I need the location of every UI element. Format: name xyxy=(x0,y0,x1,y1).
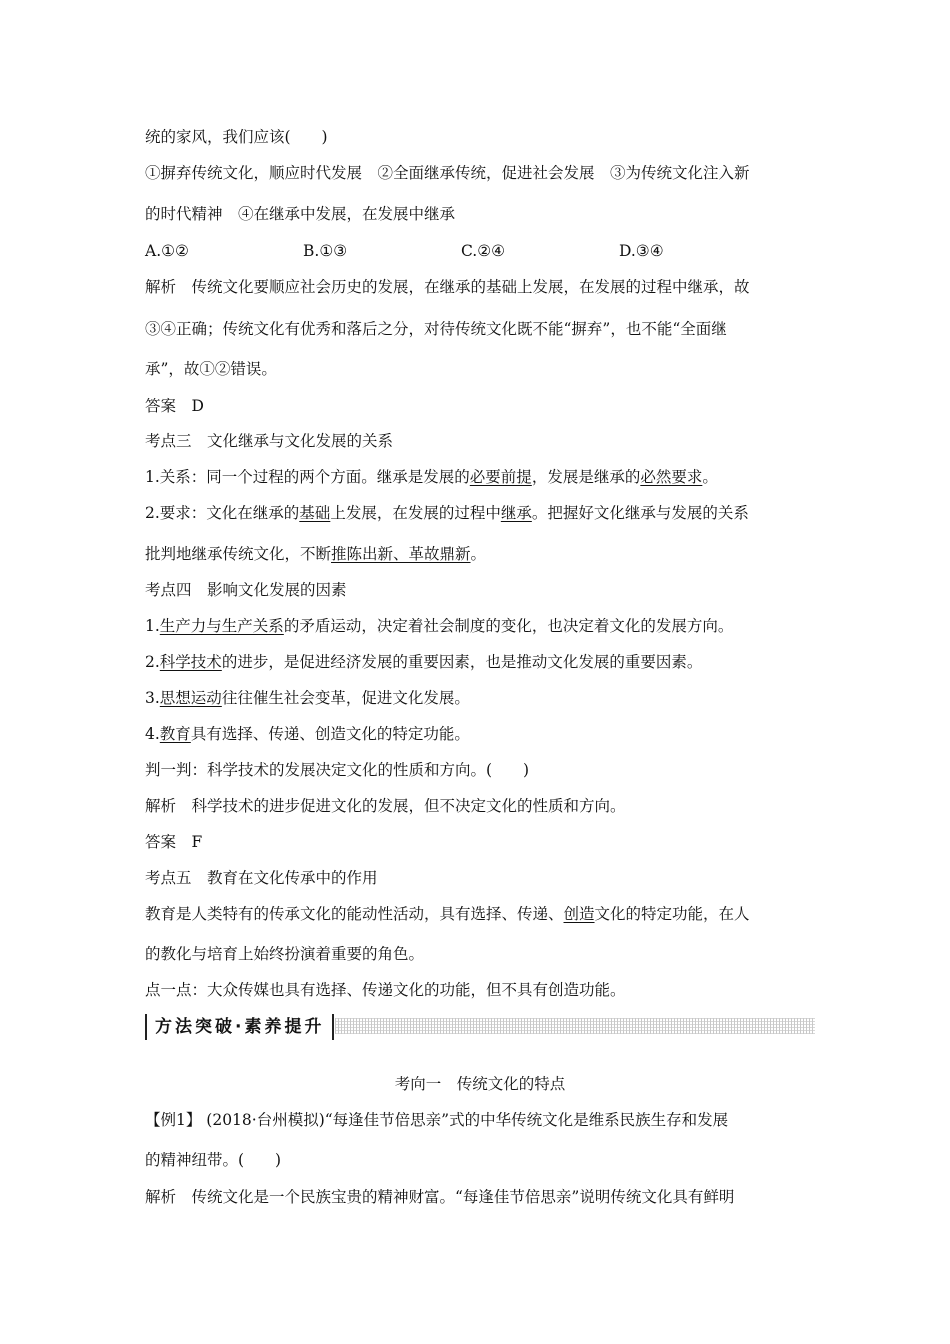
choice-b: B.①③ xyxy=(303,242,348,260)
point-4-item-2 xyxy=(145,651,815,673)
text-segment: 1. xyxy=(145,617,160,635)
underlined-term: 必然要求 xyxy=(640,468,703,486)
analysis-1-line-3: 承”，故①②错误。 xyxy=(145,360,277,378)
point-3-item-1 xyxy=(145,466,815,488)
point-4-heading: 考点四 影响文化发展的因素 xyxy=(145,581,347,599)
text-segment: 2. xyxy=(145,653,160,671)
answer-2: 答案 F xyxy=(145,833,203,851)
point-3-item-2-cont xyxy=(145,543,815,565)
analysis-1-line-1: 解析 传统文化要顺应社会历史的发展，在继承的基础上发展，在发展的过程中继承，故 xyxy=(145,278,750,296)
text-segment: ，发展是继承的 xyxy=(531,468,641,486)
point-5-para-line-2: 的教化与培育上始终扮演着重要的角色。 xyxy=(145,945,425,963)
question-options-line-2: 的时代精神 ④在继承中发展，在发展中继承 xyxy=(145,205,456,223)
text-segment: 上发展，在发展的过程中 xyxy=(330,504,501,522)
text-segment: 。 xyxy=(702,468,718,486)
underlined-term: 基础 xyxy=(299,504,331,522)
banner-hatch-pattern xyxy=(335,1018,815,1034)
text-segment: 4. xyxy=(145,725,160,743)
point-5-heading: 考点五 教育在文化传承中的作用 xyxy=(145,869,378,887)
choices-row xyxy=(145,240,815,262)
analysis-3: 解析 传统文化是一个民族宝贵的精神财富。“每逢佳节倍思亲”说明传统文化具有鲜明 xyxy=(145,1188,735,1206)
text-segment: 。把握好文化继承与发展的关系 xyxy=(531,504,749,522)
point-4-item-4 xyxy=(145,723,815,745)
point-5-para-line-1 xyxy=(145,903,815,925)
point-3-heading: 考点三 文化继承与文化发展的关系 xyxy=(145,432,394,450)
text-segment: 教育是人类特有的传承文化的能动性活动，具有选择、传递、 xyxy=(145,905,564,923)
choice-d: D.③④ xyxy=(619,242,664,260)
analysis-1-line-2: ③④正确；传统文化有优秀和落后之分，对待传统文化既不能“摒弃”，也不能“全面继 xyxy=(145,320,727,338)
example-1-line-2: 的精神纽带。( ) xyxy=(145,1151,282,1169)
choice-a: A.①② xyxy=(145,242,189,260)
text-segment: 2.要求：文化在继承的 xyxy=(145,504,300,522)
point-4-item-3 xyxy=(145,687,815,709)
judge-question: 判一判：科学技术的发展决定文化的性质和方向。( ) xyxy=(145,761,530,779)
choice-c: C.②④ xyxy=(461,242,506,260)
section-banner xyxy=(145,1014,815,1042)
underlined-term: 科学技术 xyxy=(159,653,222,671)
banner-title: 方法突破·素养提升 xyxy=(145,1014,334,1040)
question-continuation: 统的家风，我们应该( ) xyxy=(145,128,328,146)
text-segment: 的进步，是促进经济发展的重要因素，也是推动文化发展的重要因素。 xyxy=(221,653,703,671)
analysis-2: 解析 科学技术的进步促进文化的发展，但不决定文化的性质和方向。 xyxy=(145,797,626,815)
example-1-line-1: 【例1】 (2018·台州模拟)“每逢佳节倍思亲”式的中华传统文化是维系民族生存和发展 xyxy=(145,1111,729,1129)
text-segment: 的矛盾运动，决定着社会制度的变化，也决定着文化的发展方向。 xyxy=(283,617,734,635)
text-segment: 。 xyxy=(470,545,487,563)
underlined-term: 生产力与生产关系 xyxy=(159,617,284,635)
text-segment: 往往催生社会变革，促进文化发展。 xyxy=(221,689,470,707)
point-3-item-2 xyxy=(145,502,815,524)
text-segment: 3. xyxy=(145,689,160,707)
dot-note: 点一点：大众传媒也具有选择、传递文化的功能，但不具有创造功能。 xyxy=(145,981,626,999)
underlined-term: 创造 xyxy=(563,905,595,923)
underlined-term: 思想运动 xyxy=(159,689,222,707)
underlined-term: 推陈出新、革故鼎新 xyxy=(331,545,471,563)
question-options-line-1: ①摒弃传统文化，顺应时代发展 ②全面继承传统，促进社会发展 ③为传统文化注入新 xyxy=(145,164,750,182)
answer-1: 答案 D xyxy=(145,397,204,415)
text-segment: 具有选择、传递、创造文化的特定功能。 xyxy=(190,725,470,743)
text-segment: 文化的特定功能，在人 xyxy=(594,905,750,923)
text-segment: 批判地继承传统文化，不断 xyxy=(145,545,332,563)
underlined-term: 继承 xyxy=(500,504,532,522)
underlined-term: 教育 xyxy=(159,725,191,743)
underlined-term: 必要前提 xyxy=(469,468,532,486)
text-segment: 1.关系：同一个过程的两个方面。继承是发展的 xyxy=(145,468,470,486)
point-4-item-1 xyxy=(145,615,815,637)
direction-1-heading: 考向一 传统文化的特点 xyxy=(394,1075,566,1093)
